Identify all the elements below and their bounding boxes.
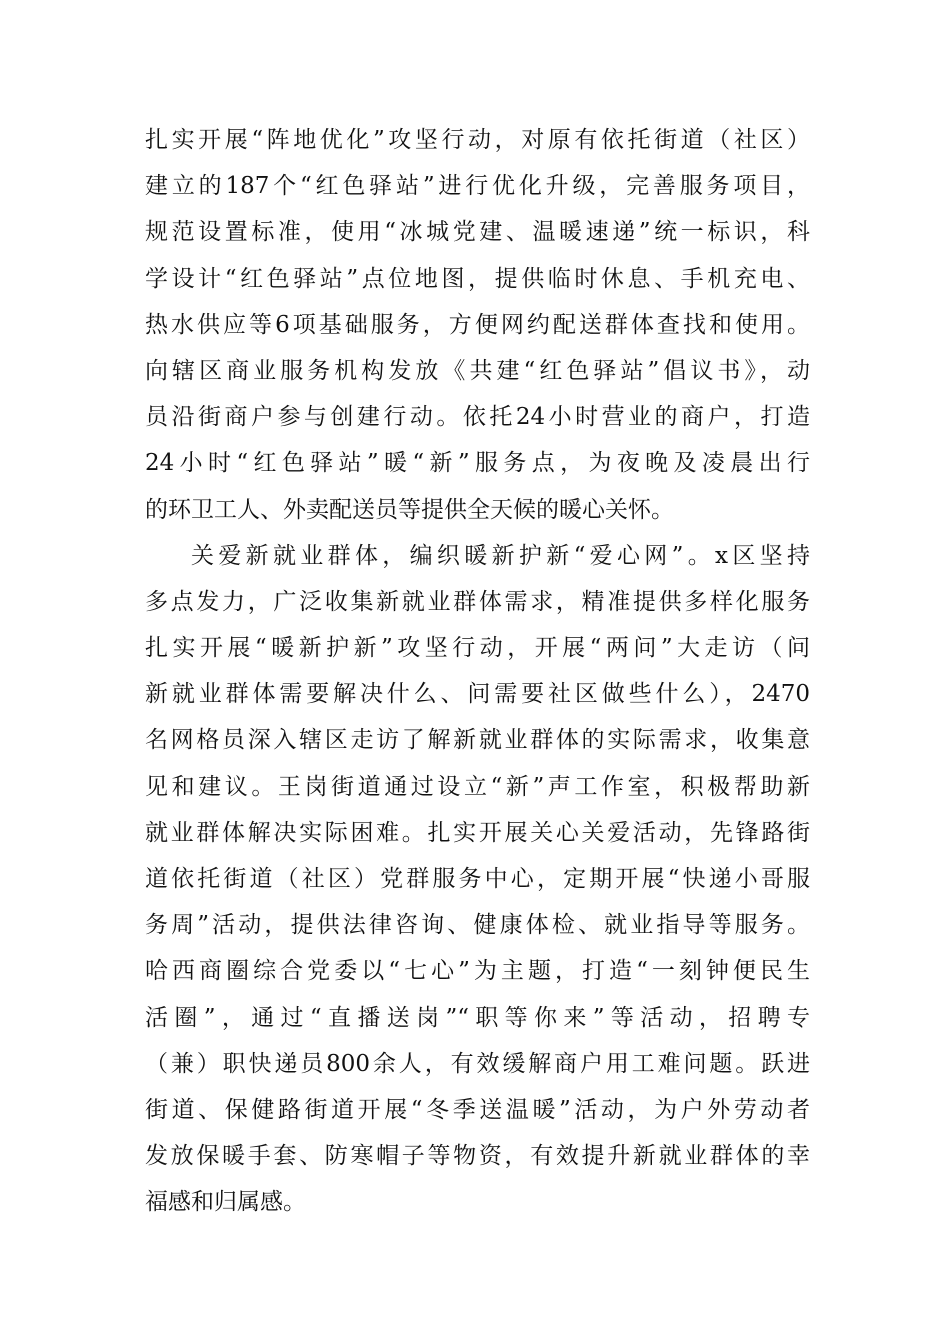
text-line: 名网格员深入辖区走访了解新就业群体的实际需求，收集意 [145,727,810,754]
text-line: 活圈”，通过“直播送岗”“职等你来”等活动，招聘专 [145,1004,810,1031]
text-line: 扎实开展“阵地优化”攻坚行动，对原有依托街道（社区） [145,127,810,153]
text-line: 街道、保健路街道开展“冬季送温暖”活动，为户外劳动者 [145,1096,810,1123]
text-line: 员沿街商户参与创建行动。依托24小时营业的商户，打造 [145,404,810,431]
text-line: 的环卫工人、外卖配送员等提供全天候的暖心关怀。 [145,496,674,523]
text-line: （兼）职快递员800余人，有效缓解商户用工难问题。跃进 [145,1050,810,1077]
paragraph-care-network [145,533,810,1226]
text-line: 24小时“红色驿站”暖“新”服务点，为夜晚及凌晨出行 [145,450,810,477]
paragraph-red-station [145,117,810,533]
text-line: 新就业群体需要解决什么、问需要社区做些什么），2470 [145,681,810,708]
text-line: 建立的187个“红色驿站”进行优化升级，完善服务项目， [145,173,810,200]
text-line: 发放保暖手套、防寒帽子等物资，有效提升新就业群体的幸 [145,1143,810,1170]
text-line: 扎实开展“暖新护新”攻坚行动，开展“两问”大走访（问 [145,635,810,662]
text-line: 见和建议。王岗街道通过设立“新”声工作室，积极帮助新 [145,773,810,800]
text-line: 热水供应等6项基础服务，方便网约配送群体查找和使用。 [145,311,810,338]
text-line: 多点发力，广泛收集新就业群体需求，精准提供多样化服务 [145,588,810,615]
text-line: 务周”活动，提供法律咨询、健康体检、就业指导等服务。 [145,912,810,939]
text-line: 规范设置标准，使用“冰城党建、温暖速递”统一标识，科 [145,219,810,246]
text-line: 福感和归属感。 [145,1189,306,1216]
text-line: 关爱新就业群体，编织暖新护新“爱心网”。x区坚持 [191,542,810,569]
text-line: 就业群体解决实际困难。扎实开展关心关爱活动，先锋路街 [145,819,810,846]
body-text [145,117,810,1226]
text-line: 哈西商圈综合党委以“七心”为主题，打造“一刻钟便民生 [145,958,810,985]
text-line: 学设计“红色驿站”点位地图，提供临时休息、手机充电、 [145,265,810,292]
text-line: 向辖区商业服务机构发放《共建“红色驿站”倡议书》，动 [145,357,810,384]
text-line: 道依托街道（社区）党群服务中心，定期开展“快递小哥服 [145,866,810,892]
